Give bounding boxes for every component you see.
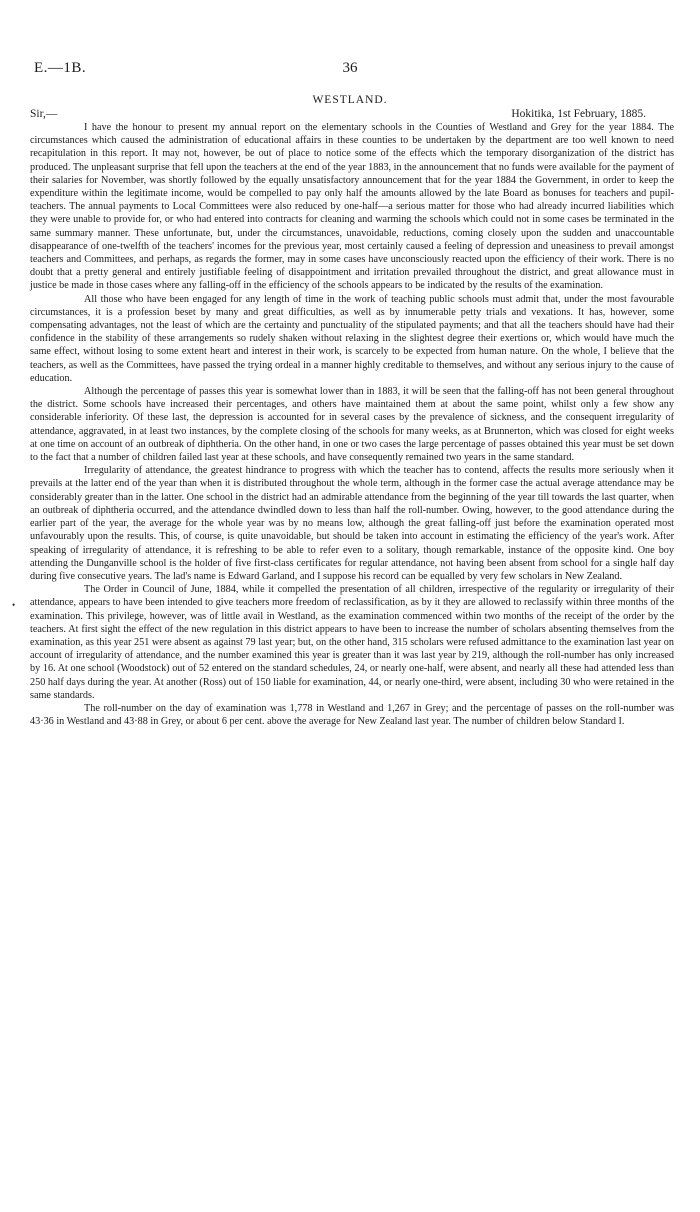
page-number: 36 — [342, 60, 358, 76]
salutation: Sir,— — [30, 108, 58, 120]
page-reference: E.—1B. — [34, 60, 87, 76]
place-date: Hokitika, 1st February, 1885. — [511, 108, 646, 120]
paragraph: Irregularity of attendance, the greatest hindrance to progress with which the teacher has to contend, affects the results more seriously when it prevails at the latter end of the year than when it is distributed throughout the whole term, although in the former case the actual average attendance may be considerably greater than in the latter. One school in the district had an admirable attendance from the beginning of the year till towards the last quarter, when an outbreak of diphtheria occurred, and the attendance dwindled down to less than half the roll-number. Owing, however, to the good attendance during the earlier part of the year, the average for the whole year was by no means low, although the great falling-off just before the examination operated most unfavourably upon the results. This, of course, is quite unavoidable, but should be taken into account in estimating the efficiency of the year's work. After speaking of irregularity of attendance, it is refreshing to be able to refer even to a solitary, though remarkable, instance of the opposite kind. One boy attending the Dunganville school is the holder of five first-class certificates for regular attendance, not having been absent from school for a single half day during five consecutive years. The lad's name is Edward Garland, and I suppose his record can be equalled by very few scholars in New Zealand. — [30, 465, 674, 582]
margin-mark: • — [12, 600, 16, 610]
paragraph: Although the percentage of passes this year is somewhat lower than in 1883, it will be seen that the falling-off has not been general throughout the district. Some schools have increased their percentages, and others have maintained them at about the same point, whilst only a few show any considerable inferiority. Of these last, the depression is accounted for in several cases by the prevalence of sickness, and the consequent irregularity of attendance, aggravated, in at least two instances, by the complete closing of the schools for many weeks, as at Brunnerton, which was closed for eight weeks at one time on account of an outbreak of diphtheria. On the other hand, in one or two cases the large percentage of passes obtained this year must be set down to the fact that a number of children failed last year at these schools, and have consequently remained two years in the same standard. — [30, 386, 674, 464]
paragraph: All those who have been engaged for any length of time in the work of teaching public schools must admit that, under the most favourable circumstances, it is a profession beset by many and great difficulties, as well as by innumerable petty trials and vexations. It has, however, some compensating advantages, not the least of which are the certainty and punctuality of the stipulated payments; and that all the teachers should have had their confidence in the stability of these arrangements so rudely shaken without relaxing in the slightest degree their exertions or, which would have much the same effect, without losing to some extent heart and interest in their work, is scarcely to be expected from human nature. On the whole, I believe that the teachers, as well as the Committees, have passed the trying ordeal in a manner highly creditable to themselves, and without any serious injury to the cause of education. — [30, 293, 674, 384]
paragraph: The roll-number on the day of examination was 1,778 in Westland and 1,267 in Grey; and the percentage of passes on the roll-number was 43·36 in Westland and 43·88 in Grey, or about 6 per cent. above the average for New Zealand last year. The number of children below Standard I. — [30, 702, 674, 728]
section-title: WESTLAND. — [312, 94, 388, 106]
report-body — [30, 121, 674, 728]
paragraph: I have the honour to present my annual report on the elementary schools in the Counties of Westland and Grey for the year 1884. The circumstances which caused the administration of educational affairs in these counties to be undertaken by the department are too well known to need recapitulation in this report. It may not, however, be out of place to notice some of the effects which the temporary disorganization of the district has produced. The unpleasant surprise that fell upon the teachers at the end of the year 1883, in the announcement that no funds were available for the payment of their salaries for November, was shortly followed by the equally unsatisfactory announcement that for the year 1884 the Government, in order to keep the expenditure within the legitimate income, would be compelled to pay only half the amounts allowed by the late Board as bonuses for teachers and pupil-teachers. The annual payments to Local Committees were also reduced by one-half—a serious matter for those who had already incurred liabilities which they were unable to provide for, or who had entered into contracts for cleaning and warming the schools which could not in some cases be terminated in the same summary manner. These unfortunate, but, under the circumstances, unavoidable, reductions, coming closely upon the sudden and unaccountable disappearance of one-twelfth of the teachers' incomes for the previous year, most certainly caused a feeling of depression and uneasiness to prevail amongst teachers and Committees, and perhaps, as regards the former, may in some cases have unconsciously reacted upon the efficiency of their work. There is no doubt that a pretty general and entirely justifiable feeling of disappointment and irritation prevailed throughout the district, and great allowance must in justice be made in those cases where any falling-off in the efficiency of the schools appears to be indicated by the results of the examination. — [30, 122, 674, 292]
paragraph: The Order in Council of June, 1884, while it compelled the presentation of all children, irrespective of the regularity or irregularity of their attendance, appears to have been intended to give teachers more freedom of reclassification, as by it they are allowed to reclassify within three months of the examination. This privilege, however, was of little avail in Westland, as the examination commenced within two months of the receipt of the order by the teachers. At first sight the effect of the new regulation in this district appears to have been to increase the number of scholars absenting themselves from the examination, as this year 251 were absent as against 79 last year; but, on the other hand, 315 scholars were refused admittance to the examination last year on account of irregularity of attendance, and the number examined this year is greater than it was last year by 219, although the roll-number has only increased by 16. At one school (Woodstock) out of 52 entered on the standard schedules, 24, or nearly one-half, were absent, and nearly all these had attended less than 250 half days during the year. At another (Ross) out of 150 liable for examination, 44, or nearly one-third, were absent, including 30 who were retained in the same standards. — [30, 584, 674, 701]
